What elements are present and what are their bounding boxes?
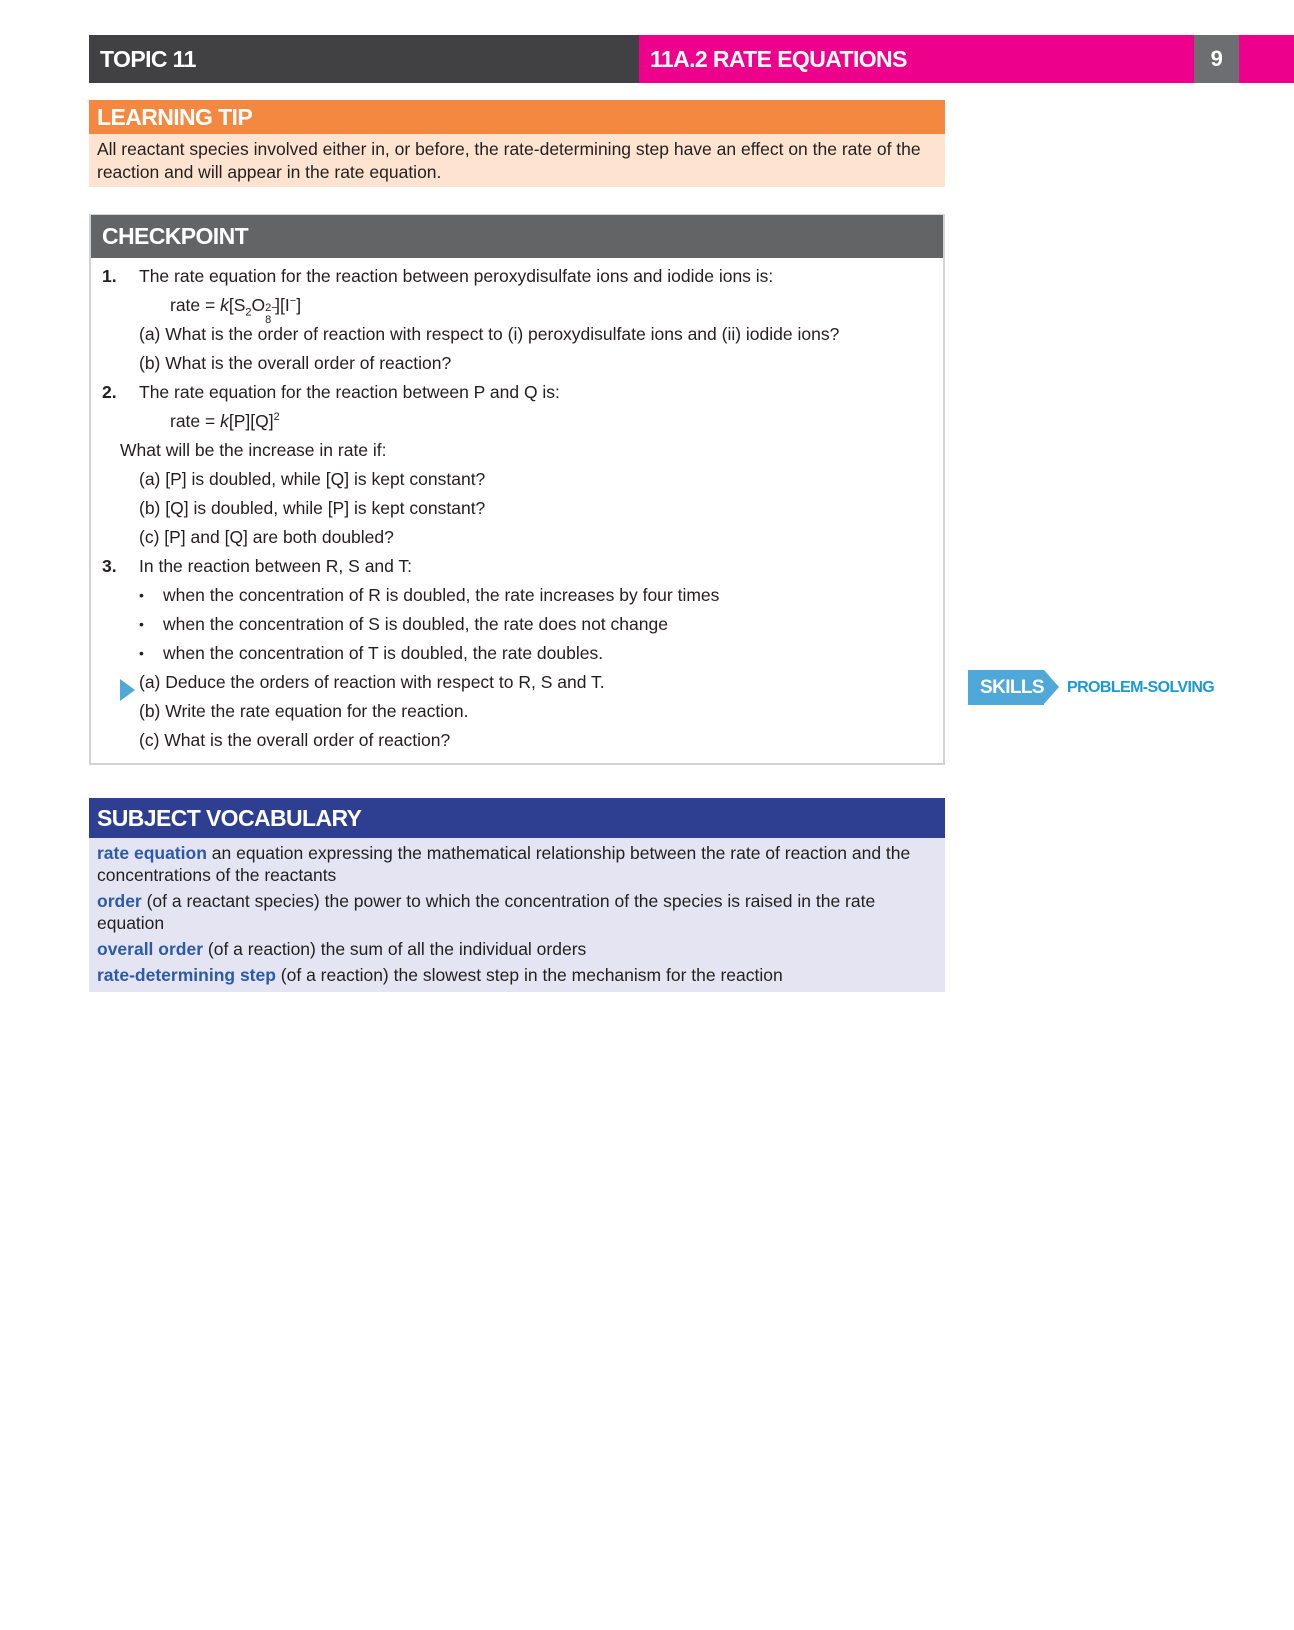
rate-equation <box>170 410 280 432</box>
superscript: − <box>289 295 297 308</box>
learning-tip-line: reaction and will appear in the rate equation. <box>97 162 442 182</box>
equation-part: [S <box>228 295 246 315</box>
equation-part: O <box>251 295 266 315</box>
question-part: (a) Deduce the orders of reaction with respect to R, S and T. <box>139 672 605 692</box>
vocabulary-entry <box>97 890 875 912</box>
bullet-dot: • <box>139 645 144 661</box>
question-part: (b) What is the overall order of reaction? <box>139 353 452 373</box>
topic-header <box>89 35 639 83</box>
section-title: 11A.2 RATE EQUATIONS <box>650 46 907 72</box>
vocabulary-term: rate equation <box>97 843 207 863</box>
question-part: (a) What is the order of reaction with respect to (i) peroxydisulfate ions and (ii) iodide ions? <box>139 324 840 344</box>
bullet-dot: • <box>139 587 144 603</box>
bullet-dot: • <box>139 616 144 632</box>
question-part: (a) [P] is doubled, while [Q] is kept constant? <box>139 469 486 489</box>
equation-part: ][I <box>275 295 290 315</box>
question-prompt: What will be the increase in rate if: <box>120 440 387 460</box>
subscript: 2 <box>245 306 252 319</box>
rate-equation <box>170 294 302 326</box>
equation-part: ] <box>296 295 302 315</box>
vocabulary-definition-cont: concentrations of the reactants <box>97 865 337 885</box>
question-part: (c) [P] and [Q] are both doubled? <box>139 527 394 547</box>
learning-tip-body <box>89 134 945 187</box>
vocabulary-definition: an equation expressing the mathematical relationship between the rate of reaction and the <box>206 843 911 863</box>
skills-marker-icon <box>120 679 135 701</box>
bullet-item: when the concentration of R is doubled, the rate increases by four times <box>163 585 720 605</box>
question-part: (b) [Q] is doubled, while [P] is kept constant? <box>139 498 486 518</box>
topic-label: TOPIC 11 <box>100 46 196 72</box>
equation-prefix: rate = <box>170 411 221 431</box>
vocabulary-definition: (of a reaction) the sum of all the individual orders <box>203 939 587 959</box>
vocabulary-entry <box>97 842 910 864</box>
bullet-item: when the concentration of T is doubled, the rate doubles. <box>163 643 604 663</box>
question-text: The rate equation for the reaction between P and Q is: <box>139 382 560 402</box>
page-number: 9 <box>1194 35 1239 83</box>
skills-tag: SKILLS <box>968 670 1044 705</box>
vocabulary-term: rate-determining step <box>97 965 276 985</box>
vocabulary-title: SUBJECT VOCABULARY <box>89 798 945 838</box>
vocabulary-definition: (of a reaction) the slowest step in the mechanism for the reaction <box>275 965 783 985</box>
checkpoint-title: CHECKPOINT <box>91 215 943 258</box>
subscript: 8 <box>265 314 272 326</box>
question-text: The rate equation for the reaction between peroxydisulfate ions and iodide ions is: <box>139 266 774 286</box>
vocabulary-term: overall order <box>97 939 204 959</box>
vocabulary-definition: (of a reactant species) the power to which the concentration of the species is raised in the rate <box>141 891 876 911</box>
vocabulary-entry <box>97 964 783 986</box>
question-part: (b) Write the rate equation for the reaction. <box>139 701 469 721</box>
learning-tip-line: All reactant species involved either in, or before, the rate-determining step have an effect on the rate of the <box>97 139 921 159</box>
question-number: 1. <box>102 266 117 286</box>
vocabulary-entry <box>97 938 586 960</box>
skills-label: PROBLEM-SOLVING <box>1067 679 1215 696</box>
equation-part: [P][Q] <box>228 411 274 431</box>
equation-prefix: rate = <box>170 295 221 315</box>
question-text: In the reaction between R, S and T: <box>139 556 413 576</box>
vocabulary-term: order <box>97 891 142 911</box>
question-number: 2. <box>102 382 117 402</box>
learning-tip-title: LEARNING TIP <box>89 100 945 134</box>
bullet-item: when the concentration of S is doubled, the rate does not change <box>163 614 668 634</box>
question-number: 3. <box>102 556 117 576</box>
skills-arrow-icon <box>1044 670 1059 704</box>
rate-constant: k <box>220 295 229 315</box>
superscript: 2− <box>265 302 278 314</box>
question-part: (c) What is the overall order of reaction? <box>139 730 451 750</box>
vocabulary-definition-cont: equation <box>97 913 165 933</box>
rate-constant: k <box>220 411 229 431</box>
superscript: 2 <box>273 411 280 424</box>
